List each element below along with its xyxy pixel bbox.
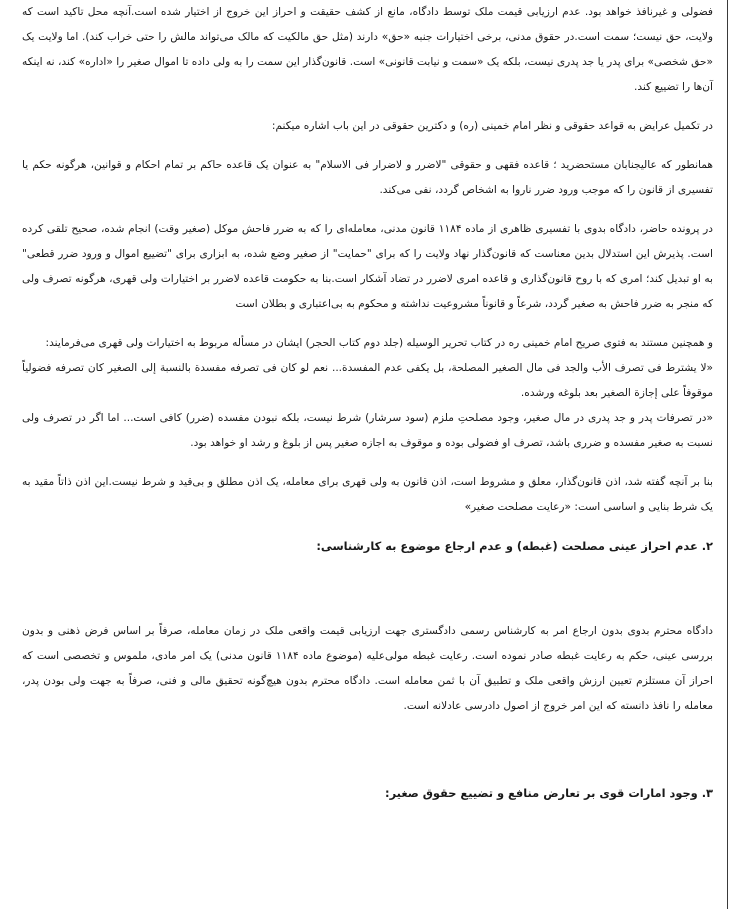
- paragraph-guardianship-not-right: فضولی و غیرنافذ خواهد بود. عدم ارزیابی قیمت ملک توسط دادگاه، مانع از کشف حقیقت و احراز این خروج از اختیار شده است.آنچه محل تاکید است که ولایت، حق نیست؛ سمت است.در حقوق مدنی، برخی اختیارات جنبه «حق» دارند (مثل حق مالکیت که مالک می‌تواند مالش را حتی خراب کند). اما ولایت یک «حق شخصی» برای پدر یا جد پدری نیست، بلکه یک «سمت و نیابت قانونی» است. قانون‌گذار این سمت را به ولی داده تا اموال صغیر را «اداره» کند، نه اینکه آن‌ها را تضییع کند.: [22, 6, 713, 93]
- paragraph-no-expert-referral: دادگاه محترم بدوی بدون ارجاع امر به کارشناس رسمی دادگستری جهت ارزیابی قیمت واقعی ملک در زمان معامله، صرفاً بر اساس فرض ذهنی و بدون بررسی عینی، حکم به رعایت غبطه صادر نموده است. رعایت غبطه مولی‌علیه (موضوع ماده ۱۱۸۴ قانون مدنی) یک امر مادی، ملموس و تخصصی است که احراز آن مستلزم تعیین ارزش واقعی ملک و تطبیق آن با ثمن معامله است. دادگاه محترم بدون هیچ‌گونه تحقیق مالی و فنی، صرفاً به جهت ولی بودن پدر، معامله را نافذ دانسته که این امر خروج از اصول دادرسی عادلانه است.: [22, 625, 713, 712]
- paragraph-persian-translation: «در تصرفات پدر و جد پدری در مال صغیر، وجود مصلحتِ ملزم (سود سرشار) شرط نیست، بلکه نبودن مفسده (ضرر) کافی است... اما اگر در تصرف ولی نسبت به صغیر مفسده و ضرری باشد، تصرف او فضولی بوده و موقوف به اجازه صغیر پس از بلوغ و رشد او خواهد بود.: [22, 412, 713, 449]
- paragraph-arabic-quote: «لا یشترط فی تصرف الأب والجد فی مال الصغیر المصلحة، بل یکفی عدم المفسدة... نعم لو کان فی تصرفه مفسدة بالنسبة إلی الصغیر کان تصرفه فضولیاً موقوفاً علی إجازة الصغیر بعد بلوغه ورشده.: [22, 362, 713, 399]
- paragraph-case-analysis: در پرونده حاضر، دادگاه بدوی با تفسیری ظاهری از ماده ۱۱۸۴ قانون مدنی، معامله‌ای را که به ضرر فاحش موکل (صغیر وقت) انجام شده، صحیح تلقی کرده است. پذیرش این استدلال بدین معناست که قانون‌گذار نهاد ولایت را که برای "حمایت" از صغیر وضع شده، به ابزاری برای "تضییع اموال و ورود ضرر قطعی" به او تبدیل کند؛ امری که با روح قانون‌گذاری و قاعده امری لاضرر در تضاد آشکار است.بنا به حکومت قاعده لاضرر بر اختیارات ولی قهری، هرگونه تصرف ولی که منجر به ضرر فاحش به صغیر گردد، شرعاً و قانوناً مشروعیت نداشته و محکوم به بی‌اعتباری و بطلان است: [22, 223, 713, 310]
- paragraph-conditional-permission: بنا بر آنچه گفته شد، اذن قانون‌گذار، معلق و مشروط است، اذن قانون به ولی قهری برای معامله، یک اذن مطلق و بی‌قید و شرط نیست.این اذن ذاتاً مقید به یک شرط بنایی و اساسی است: «رعایت مصلحت صغیر»: [22, 476, 713, 513]
- section-heading-3: ۳. وجود امارات قوی بر تعارض منافع و تضییع حقوق صغیر:: [385, 786, 713, 800]
- document-body: [22, 0, 713, 806]
- paragraph-imam-fatwa-intro: و همچنین مستند به فتوی صریح امام خمینی ره در کتاب تحریر الوسیله (جلد دوم کتاب الحجر) ایشان در مسأله مربوط به اختیارات ولی قهری می‌فرمایند:: [45, 337, 713, 349]
- paragraph-intro-rules: در تکمیل عرایض به قواعد حقوقی و نظر امام خمینی (ره) و دکترین حقوقی در این باب اشاره میکنم:: [271, 120, 713, 132]
- paragraph-la-zarar-rule: همانطور که عالیجنابان مستحضرید ؛ قاعده فقهی و حقوقی "لاضرر و لاضرار فی الاسلام" به عنوان یک قاعده حاکم بر تمام احکام و قوانین، هرگونه حکم یا تفسیری از قانون را که موجب ورود ضرر ناروا به اشخاص گردد، نفی می‌کند.: [22, 159, 713, 196]
- section-heading-2: ۲. عدم احراز عینی مصلحت (غبطه) و عدم ارجاع موضوع به کارشناسی:: [316, 539, 713, 553]
